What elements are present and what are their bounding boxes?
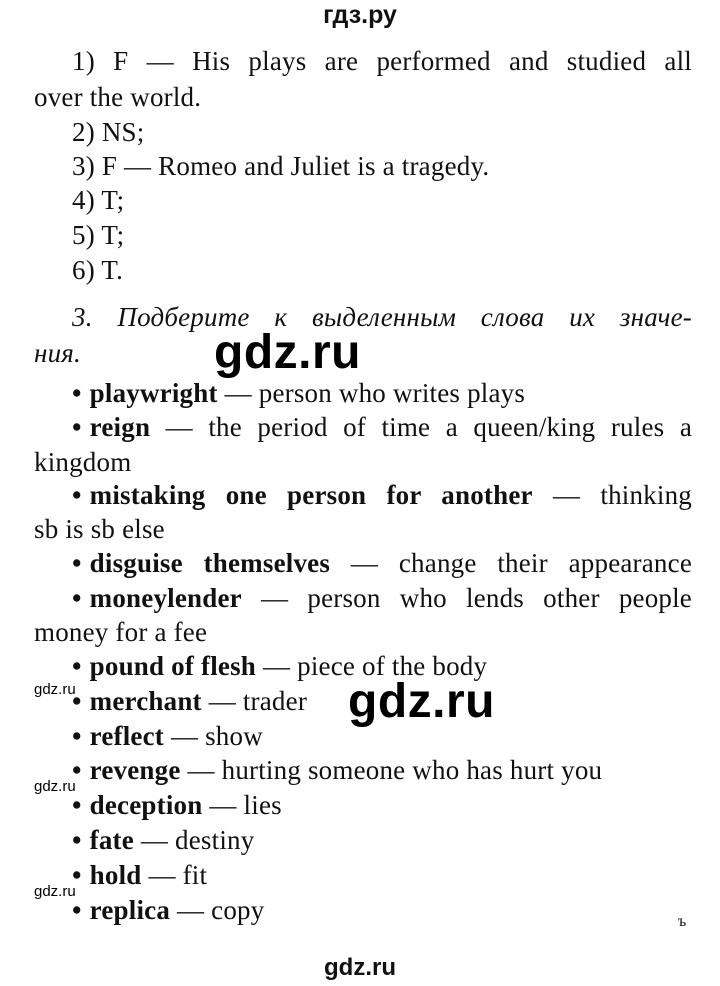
bullet-icon: • (72, 378, 82, 408)
vocab-definition-continuation: sb is sb else (34, 514, 165, 544)
vocab-item (72, 478, 692, 512)
answer-text: T; (101, 220, 125, 250)
vocab-item (72, 581, 692, 615)
vocab-definition-continuation: money for a fee (34, 617, 208, 647)
vocab-term: merchant (89, 686, 202, 716)
vocab-term: revenge (89, 755, 181, 785)
answer-text: F — His plays are performed and studied all (113, 46, 693, 76)
answer-5 (72, 218, 692, 252)
answer-number: 2) (72, 117, 95, 147)
answer-1-continuation: over the world. (34, 82, 202, 112)
vocab-definition: — the period of time a queen/king rules a (165, 412, 692, 442)
bullet-icon: • (72, 548, 82, 578)
vocab-item (72, 858, 692, 892)
vocab-definition: — change their appearance (350, 548, 692, 578)
vocab-term: pound of flesh (89, 651, 257, 681)
page-footer: gdz.ru (324, 954, 396, 981)
answer-number: 3) (72, 151, 95, 181)
answer-3 (72, 149, 692, 183)
bullet-icon: • (72, 755, 82, 785)
answer-text: T. (101, 255, 124, 285)
vocab-item (72, 893, 692, 927)
vocab-definition: — lies (209, 790, 282, 820)
watermark-small: gdz.ru (34, 778, 76, 795)
vocab-term: moneylender (89, 583, 242, 613)
vocab-term: hold (89, 860, 142, 890)
answer-2 (72, 115, 692, 149)
bullet-icon: • (72, 825, 82, 855)
answer-text: T; (101, 185, 125, 215)
bullet-icon: • (72, 480, 82, 510)
task-heading-continuation: ния. (34, 338, 81, 368)
bullet-icon: • (72, 583, 82, 613)
vocab-item (72, 410, 692, 444)
answer-text: NS; (101, 117, 145, 147)
vocab-item (72, 823, 692, 857)
vocab-term: disguise themselves (89, 548, 331, 578)
vocab-definition: — person who writes plays (224, 378, 526, 408)
vocab-term: reign (89, 412, 151, 442)
answer-1 (72, 44, 692, 78)
bullet-icon: • (72, 860, 82, 890)
answer-6 (72, 253, 692, 287)
vocab-definition: — person who lends other people (261, 583, 692, 613)
vocab-definition-continuation: kingdom (34, 447, 132, 477)
vocab-term: replica (89, 895, 171, 925)
vocab-term: deception (89, 790, 203, 820)
vocab-term: mistaking one person for another (89, 480, 533, 510)
answer-text: F — Romeo and Juliet is a tragedy. (101, 151, 490, 181)
bullet-icon: • (72, 651, 82, 681)
corner-mark: ъ (678, 913, 687, 930)
vocab-term: playwright (89, 378, 218, 408)
vocab-definition: — hurting someone who has hurt you (187, 755, 603, 785)
watermark-small: gdz.ru (34, 883, 76, 900)
vocab-item (72, 753, 692, 787)
watermark-large: gdz.ru (214, 326, 361, 379)
bullet-icon: • (72, 412, 82, 442)
answer-number: 5) (72, 220, 95, 250)
watermark-small: gdz.ru (34, 681, 76, 698)
vocab-term: reflect (89, 721, 164, 751)
vocab-definition: — piece of the body (262, 651, 488, 681)
vocab-definition: — thinking (552, 480, 692, 510)
bullet-icon: • (72, 686, 82, 716)
bullet-icon: • (72, 895, 82, 925)
page-header: гдз.ру (323, 1, 397, 29)
vocab-item (72, 788, 692, 822)
answer-number: 6) (72, 255, 95, 285)
bullet-icon: • (72, 790, 82, 820)
vocab-item (72, 376, 692, 410)
task-heading: 3. Подберите к выделенным слова их значе- (72, 302, 692, 332)
watermark-large: gdz.ru (348, 675, 495, 728)
bullet-icon: • (72, 721, 82, 751)
vocab-definition: — show (170, 721, 263, 751)
vocab-item (72, 546, 692, 580)
answer-4 (72, 183, 692, 217)
vocab-term: fate (89, 825, 134, 855)
vocab-definition: — copy (177, 895, 265, 925)
vocab-definition: — trader (208, 686, 308, 716)
answer-number: 1) (72, 46, 95, 76)
vocab-definition: — fit (148, 860, 208, 890)
answer-number: 4) (72, 185, 95, 215)
vocab-definition: — destiny (140, 825, 255, 855)
